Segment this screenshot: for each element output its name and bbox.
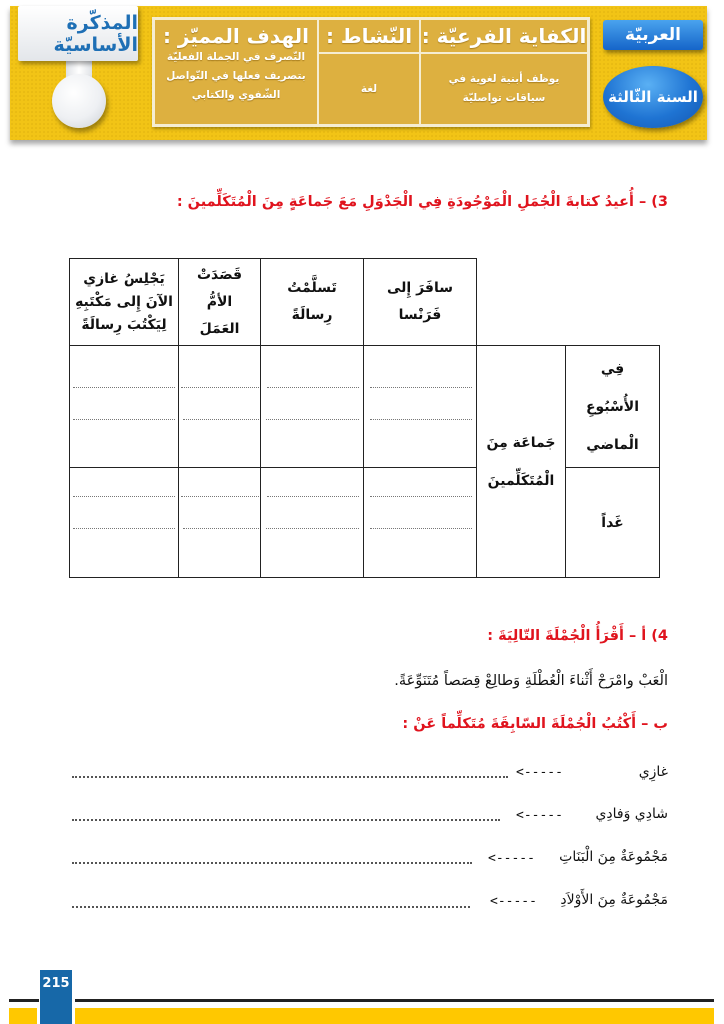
q4-title: 4) أ – أَقْرَأُ الْجُمْلَةَ التّالِيَةَ : [487,628,668,644]
header-text: قَصَدَتْ الأمُّ العَمَلَ [196,266,243,337]
header-info-table [152,17,590,127]
subject-badge [603,20,703,50]
writing-line[interactable] [181,387,259,388]
writing-line[interactable] [266,419,359,420]
badge-knob-icon [52,74,106,128]
writing-line[interactable] [370,419,472,420]
writing-line[interactable] [267,496,359,497]
answer-cell[interactable] [69,345,179,468]
writing-line[interactable] [370,528,472,529]
header-cell-target [154,19,318,125]
target-label: الهدف المميّز : [162,24,310,48]
answer-cell[interactable] [363,467,477,578]
activity-label: النّشاط : [325,24,413,48]
footer-strip-left [9,1008,37,1024]
footer-rule-left [9,999,39,1002]
writing-line[interactable] [73,419,175,420]
q3-title: 3) – أُعيدُ كتابةَ الْجُمَلِ الْمَوْجُودَةِ فِي الْجَدْوَلِ مَعَ جَماعَةٍ مِنَ الْمُتَكَلِّمينَ : [176,194,668,210]
row-label-past [565,345,660,468]
header-cell-competency-label [420,19,588,53]
page-number: 215 [42,976,70,991]
footer-strip-right [75,1008,714,1024]
q4b-title: ب – أَكْتُبُ الْجُمْلَةَ السّابِقَةَ مُتَكلِّماً عَنْ : [402,716,668,732]
answer-subject: شادِي وَفادِي [595,806,668,822]
writing-line[interactable] [181,496,259,497]
header-text: يَجْلِسُ غازي الآنَ إِلى مَكْتَبِهِ لِيَكْتُبَ رِسالَةً [75,270,173,333]
group-label-cell [476,345,566,578]
answer-line[interactable] [72,819,500,821]
writing-line[interactable] [183,419,259,420]
notebook-title-badge [18,6,138,61]
table-header-col-2 [260,258,364,346]
arrow-icon: <----- [516,765,563,780]
answer-cell[interactable] [363,345,477,468]
answer-subject: غازِي [638,764,668,780]
answer-cell[interactable] [260,345,364,468]
arrow-icon: <----- [488,851,535,866]
row-label-tomorrow [565,467,660,578]
competency-label: الكفاية الفرعيّة : [421,24,587,48]
writing-line[interactable] [267,387,359,388]
grade-badge [603,66,703,128]
writing-line[interactable] [370,387,472,388]
answer-cell[interactable] [69,467,179,578]
writing-line[interactable] [266,528,359,529]
header-cell-activity-label [318,19,420,53]
arrow-icon: <----- [516,808,563,823]
arrow-icon: <----- [490,894,537,909]
table-header-col-3 [178,258,261,346]
writing-line[interactable] [73,387,175,388]
footer-rule-right [75,999,714,1002]
answer-line[interactable] [72,862,472,864]
header-text: تَسلَّمْتُ رِسالَةً [287,280,337,323]
row-label-text: غَداً [601,514,624,531]
writing-line[interactable] [370,496,472,497]
activity-value: لغة [360,82,378,95]
writing-line[interactable] [73,528,175,529]
answer-subject: مَجْمُوعَةٌ مِنَ الْبَنَاتِ [559,849,668,865]
answer-line[interactable] [72,906,470,908]
header-text: سافَرَ إِلى فَرَنْسا [387,280,453,323]
subject-label: العربيّة [625,25,682,45]
table-header-col-1 [363,258,477,346]
answer-cell[interactable] [260,467,364,578]
answer-cell[interactable] [178,467,261,578]
q4-sentence: الْعَبْ وامْرَحْ أَثْناءَ الْعُطْلَةِ وَطالِعْ قِصَصاً مُتَنَوِّعَةً. [394,673,668,689]
answer-line[interactable] [72,776,508,778]
notebook-title: المذكّرة الأساسيّة [53,11,138,56]
grade-label: السنة الثّالثة [608,88,698,106]
header-cell-activity-value [318,53,420,125]
answer-subject: مَجْمُوعَةٌ مِنَ الأَوْلاَدِ [560,892,668,908]
page-number-badge [40,970,72,1024]
table-header-col-4 [69,258,179,346]
header-cell-competency-value [420,53,588,125]
target-value: التّصرف في الجملة الفعليّة بتصريف فعلها في التّواصل الشّفوي والكتابي [166,51,306,101]
writing-line[interactable] [183,528,259,529]
group-label-text: جَماعَة مِنَ الْمُتَكَلِّمينَ [486,434,556,489]
row-label-text: فِي الأُسْبُوعِ الْماضي [585,360,640,453]
writing-line[interactable] [73,496,175,497]
competency-value: يوظف أبنية لغوية في سياقات تواصليّة [448,73,560,104]
answer-cell[interactable] [178,345,261,468]
